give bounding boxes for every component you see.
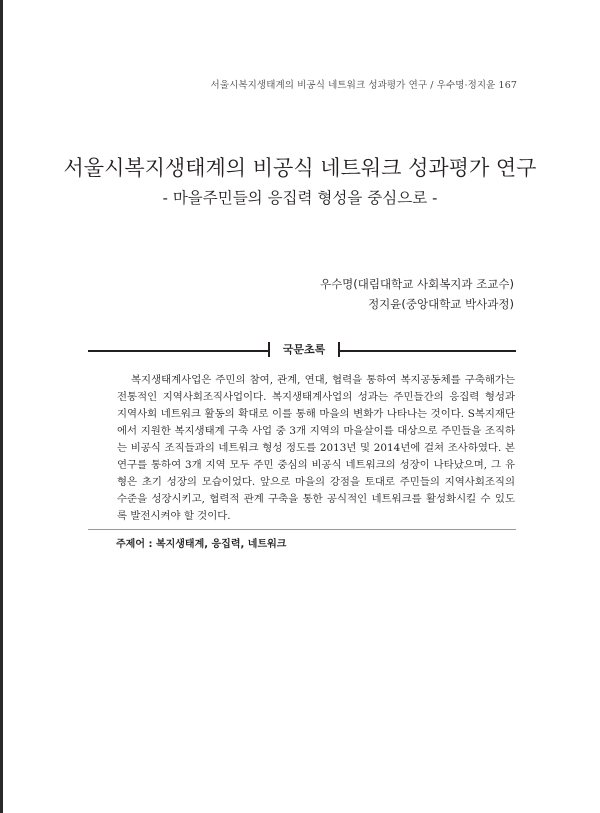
abstract-line: 형은 초기 성장의 모습이었다. 앞으로 마을의 강점을 토대로 주민들의 지역사회조직의 [117, 476, 515, 488]
keywords-divider [88, 529, 516, 530]
keywords: 주제어 : 복지생태계, 응집력, 네트워크 [116, 539, 287, 550]
abstract-line: 복지생태계사업은 주민의 참여, 관계, 연대, 협력을 통하여 복지공동체를 구축해가는 [131, 374, 515, 386]
abstract-line: 지역사회 네트워크 활동의 확대로 이를 통해 마을의 변화가 나타나는 것이다. S복지재단 [117, 408, 515, 420]
abstract-heading: 국문초록 [268, 342, 340, 357]
abstract-line: 수준을 성장시키고, 협력적 관계 구축을 통한 공식적인 네트워크를 활성화시킬 수 있도 [117, 493, 515, 505]
page-edge [0, 0, 3, 813]
author-2: 정지윤(중앙대학교 박사과정) [368, 297, 514, 311]
abstract-line: 연구를 통하여 3개 지역 모두 주민 중심의 비공식 네트워크의 성장이 나타났으며, 그 유 [117, 459, 515, 471]
author-1: 우수명(대림대학교 사회복지과 조교수) [319, 277, 514, 291]
paper-title: 서울시복지생태계의 비공식 네트워크 성과평가 연구 [63, 156, 537, 180]
abstract-line: 록 발전시켜야 할 것이다. [117, 510, 231, 522]
abstract-line: 는 비공식 조직들과의 네트워크 형성 정도를 2013년 및 2014년에 걸쳐 조사하였다. 본 [117, 442, 515, 454]
running-header: 서울시복지생태계의 비공식 네트워크 성과평가 연구 / 우수명·정지윤 167 [210, 80, 517, 91]
abstract-line: 전통적인 지역사회조직사업이다. 복지생태계사업의 성과는 주민들간의 응집력 형성과 [117, 391, 515, 403]
abstract-line: 에서 지원한 복지생태계 구축 사업 중 3개 지역의 마을살이를 대상으로 주민들을 조직하 [117, 425, 515, 437]
abstract-body [117, 372, 515, 525]
paper-subtitle: - 마을주민들의 응집력 형성을 중심으로 - [162, 189, 438, 207]
